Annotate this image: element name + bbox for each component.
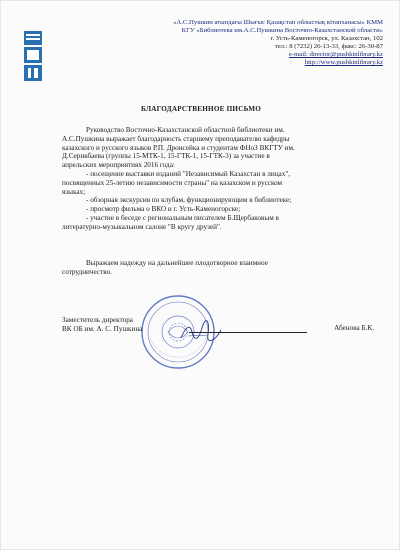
phone: тел.: 8 (7232) 26-13-33, факс: 26-30-87 — [274, 43, 383, 50]
signature-line — [189, 332, 307, 333]
closing-line: Выражаем надежду на дальнейшее плодотворное взаимное — [86, 259, 268, 267]
signatory-position: Заместитель директора — [62, 316, 133, 324]
bullet-line: - обзорная экскурсия по клубам, функционирующим в библиотеке; — [86, 196, 292, 205]
email-link[interactable]: e-mail: director@pushkinlibrary.kz — [288, 51, 383, 58]
bullet-line: - просмотр фильма о ВКО и г. Усть-Каменогорске; — [86, 205, 241, 214]
bullet-line: посвященных 25-летию независимости страны" на казахском и русском — [62, 178, 283, 187]
bullet-line: литературно-музыкальном салоне "В кругу друзей". — [62, 222, 222, 231]
paragraph-line: апрельских мероприятиях 2016 года: — [62, 161, 175, 170]
bullet-line: - участие в беседе с региональным писателем Б.Щербаковым в — [86, 213, 279, 222]
org-name-ru: КГУ «Библиотека им.А.С.Пушкина Восточно-Казахстанской области» — [181, 27, 383, 34]
website-link[interactable]: http://www.pushkinlibrary.kz — [304, 59, 383, 66]
bullet-line: - посещение выставки изданий "Независимый Казахстан в лицах", — [86, 169, 291, 178]
letter-body — [62, 126, 376, 232]
signatory-name: Абенова Б.К. — [334, 324, 374, 332]
signatory-organization: ВК ОБ им. А. С. Пушкина — [62, 324, 143, 333]
closing-line: сотрудничество. — [62, 267, 112, 276]
library-logo — [23, 29, 43, 84]
org-name-kz: «А.С.Пушкин атындағы Шығыс Қазақстан облыстық кітапханасы» КММ — [173, 19, 383, 26]
letter-title: БЛАГОДАРСТВЕННОЕ ПИСЬМО — [140, 105, 262, 113]
paragraph-line: Д.Серикбаева (группы 15-МТК-1, 15-ГТК-1, 15-ГТК-3) за участие в — [62, 152, 270, 161]
paragraph-line: казахского и русского языков Р.П. Дронсейка и студентам ФНоЗ ВКГТУ им. — [62, 143, 295, 152]
closing-paragraph — [62, 259, 376, 277]
paragraph-line: Руководство Восточно-Казахстанской областной библиотеки им. — [86, 126, 285, 134]
address: г. Усть-Каменогорск, ул. Казахстан, 102 — [270, 35, 383, 42]
signature-block — [62, 316, 376, 334]
paragraph-line: А.С.Пушкина выражает благодарность старшему преподавателю кафедры — [62, 134, 290, 143]
bullet-line: языках; — [62, 187, 86, 196]
letterhead — [121, 19, 383, 67]
